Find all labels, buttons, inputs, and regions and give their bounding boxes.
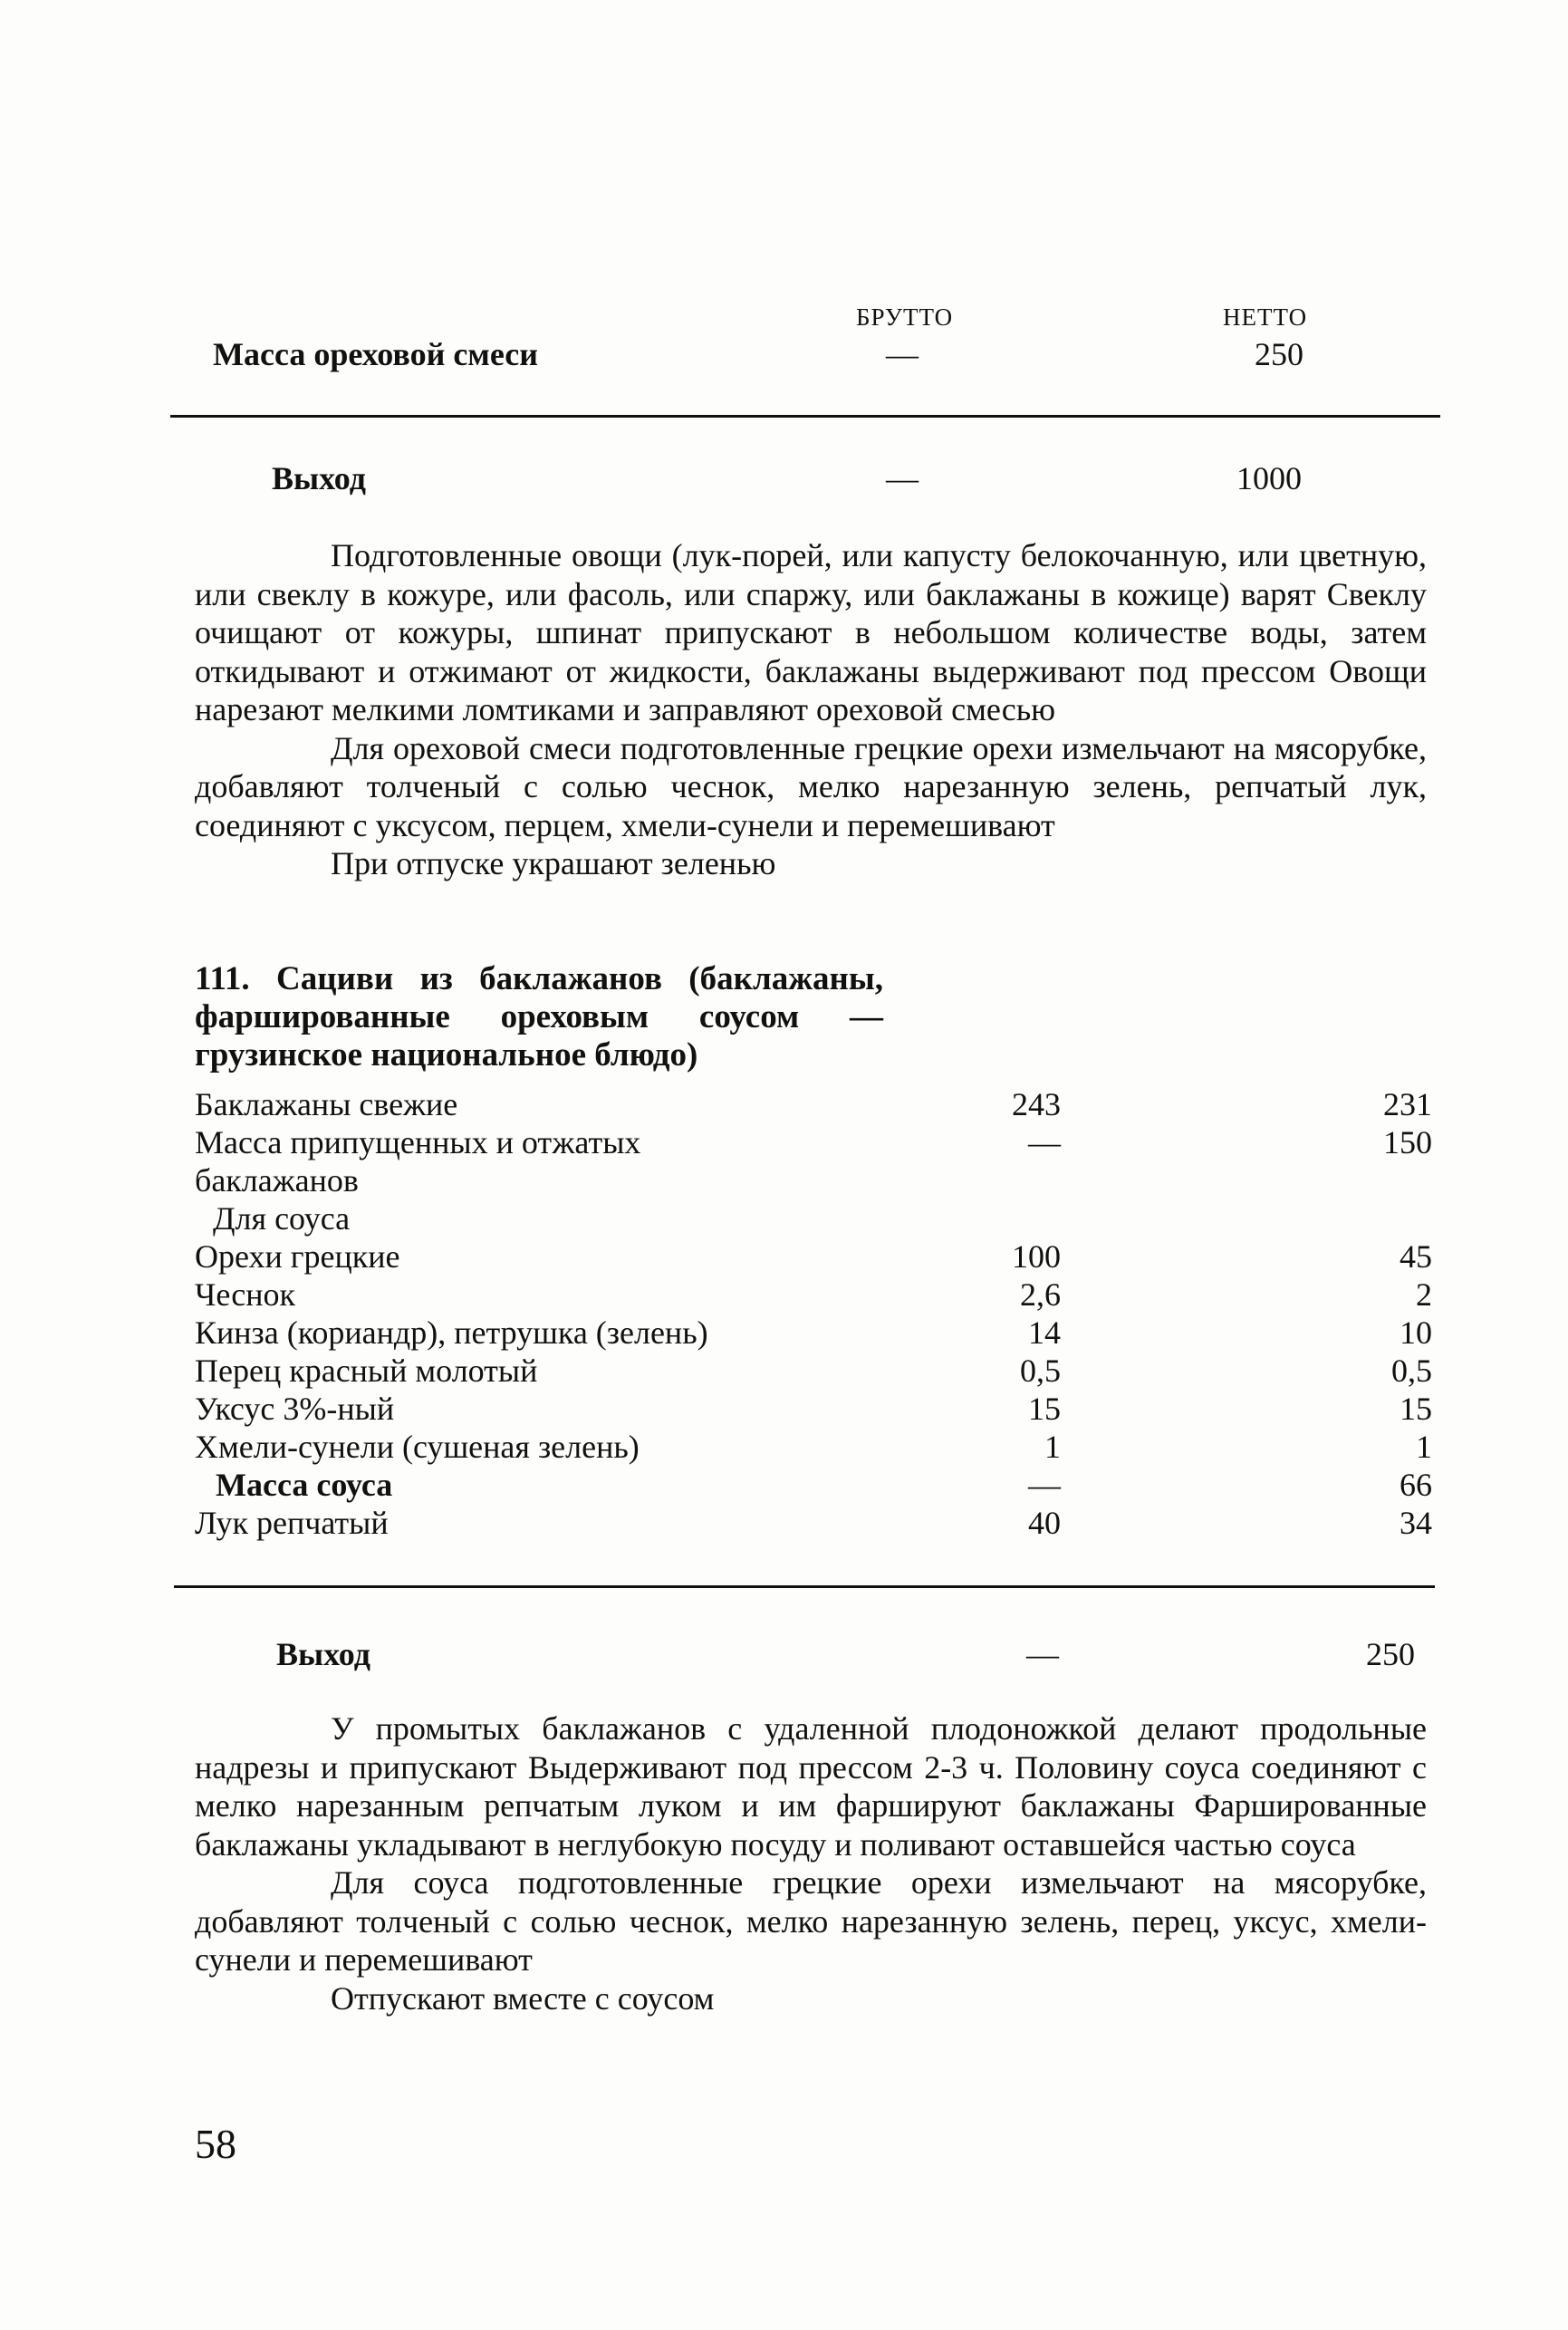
table-row [0, 1504, 1568, 1542]
yield-label: Выход [272, 460, 366, 496]
ingredient-netto: 1 [1416, 1429, 1432, 1465]
ingredient-name: Орехи грецкие [195, 1238, 400, 1275]
paragraph: Для соуса подготовленные грецкие орехи измельчают на мясорубке, добавляют толченый с солью чеснок, мелко нарезанную зелень, перец, уксус, хмели-сунели и перемешивают [195, 1864, 1427, 1978]
table-row [0, 1085, 1568, 1123]
ingredient-brutto: — [1028, 1467, 1061, 1503]
ingredient-name: Уксус 3%-ный [195, 1391, 395, 1427]
table-row [0, 1466, 1568, 1504]
ingredient-netto: 15 [1400, 1391, 1432, 1427]
paragraph: Подготовленные овощи (лук-порей, или капусту белокочанную, или цветную, или свеклу в кожуре, или фасоль, или спаржу, или баклажаны в кожице) варят Свеклу очищают от кожуры, шпинат припускают в небольшом количестве воды, затем откидывают и отжимают от жидкости, баклажаны выдерживают под прессом Овощи нарезают мелкими ломтиками и заправляют ореховой смесью [195, 537, 1427, 727]
page-number: 58 [195, 2121, 236, 2167]
recipe-yield-brutto: — [1026, 1636, 1059, 1672]
ingredient-netto: 150 [1383, 1124, 1432, 1160]
ingredient-brutto: 1 [1044, 1429, 1061, 1465]
recipe-description [195, 1709, 1427, 2017]
nut-mix-mass-brutto: — [886, 336, 919, 372]
ingredient-name: Масса соуса [216, 1467, 393, 1503]
table-row [0, 1314, 1568, 1352]
ingredient-name: Лук репчатый [195, 1505, 389, 1541]
ingredient-netto: 34 [1400, 1505, 1432, 1541]
ingredient-name: Кинза (кориандр), петрушка (зелень) [195, 1314, 708, 1351]
table-row [0, 1161, 1568, 1199]
table-row [0, 1276, 1568, 1314]
ingredient-name: Масса припущенных и отжатых [195, 1124, 641, 1160]
ingredient-brutto: 0,5 [1020, 1353, 1061, 1389]
table-row [0, 1199, 1568, 1237]
ingredient-name: Чеснок [195, 1276, 296, 1313]
paragraph: Отпускают вместе с соусом [331, 1979, 715, 2017]
ingredient-name: баклажанов [195, 1162, 359, 1199]
ingredient-netto: 10 [1400, 1314, 1432, 1351]
ingredient-netto: 231 [1383, 1086, 1432, 1122]
table-row [0, 1123, 1568, 1161]
paragraph: При отпуске украшают зеленью [331, 845, 776, 881]
column-header-brutto: БРУТТО [856, 303, 954, 331]
ingredient-brutto: 14 [1028, 1314, 1061, 1351]
ingredient-brutto: 15 [1028, 1391, 1061, 1427]
ingredient-brutto: 243 [1012, 1086, 1061, 1122]
nut-mix-mass-label: Масса ореховой смеси [213, 336, 538, 372]
column-header-netto: НЕТТО [1223, 303, 1308, 331]
ingredient-netto: 0,5 [1391, 1353, 1432, 1389]
top-description [195, 536, 1427, 883]
table-rule-bottom [174, 1585, 1435, 1588]
yield-netto: 1000 [1236, 460, 1302, 496]
ingredient-netto: 45 [1400, 1238, 1432, 1275]
ingredient-netto: 2 [1416, 1276, 1432, 1313]
table-rule-top [170, 415, 1440, 418]
ingredient-brutto: 40 [1028, 1505, 1061, 1541]
ingredient-brutto: — [1028, 1124, 1061, 1160]
recipe-yield-label: Выход [276, 1636, 370, 1672]
ingredient-brutto: 100 [1012, 1238, 1061, 1275]
ingredient-brutto: 2,6 [1020, 1276, 1061, 1313]
nut-mix-mass-netto: 250 [1255, 336, 1303, 372]
ingredient-name: Для соуса [213, 1200, 351, 1237]
paragraph: У промытых баклажанов с удаленной плодоножкой делают продольные надрезы и припускают Выдерживают под прессом 2-3 ч. Половину соуса соединяют с мелко нарезанным репчатым луком и им фаршируют баклажаны Фаршированные баклажаны укладывают в неглубокую посуду и поливают оставшейся частью соуса [195, 1710, 1427, 1863]
table-row [0, 1352, 1568, 1390]
recipe-title: 111. Сациви из баклажанов (баклажаны, фаршированные ореховым соусом — грузинское национальное блюдо) [195, 960, 883, 1074]
yield-brutto: — [886, 460, 919, 496]
ingredient-name: Баклажаны свежие [195, 1086, 458, 1122]
paragraph: Для ореховой смеси подготовленные грецкие орехи измельчают на мясорубке, добавляют толченый с солью чеснок, мелко нарезанную зелень, репчатый лук, соединяют с уксусом, перцем, хмели-сунели и перемешивают [195, 729, 1427, 843]
table-row [0, 1390, 1568, 1428]
ingredient-name: Хмели-сунели (сушеная зелень) [195, 1429, 640, 1465]
recipe-yield-netto: 250 [1366, 1636, 1415, 1672]
table-row [0, 1237, 1568, 1276]
table-row [0, 1428, 1568, 1466]
ingredient-name: Перец красный молотый [195, 1353, 538, 1389]
ingredient-netto: 66 [1400, 1467, 1432, 1503]
